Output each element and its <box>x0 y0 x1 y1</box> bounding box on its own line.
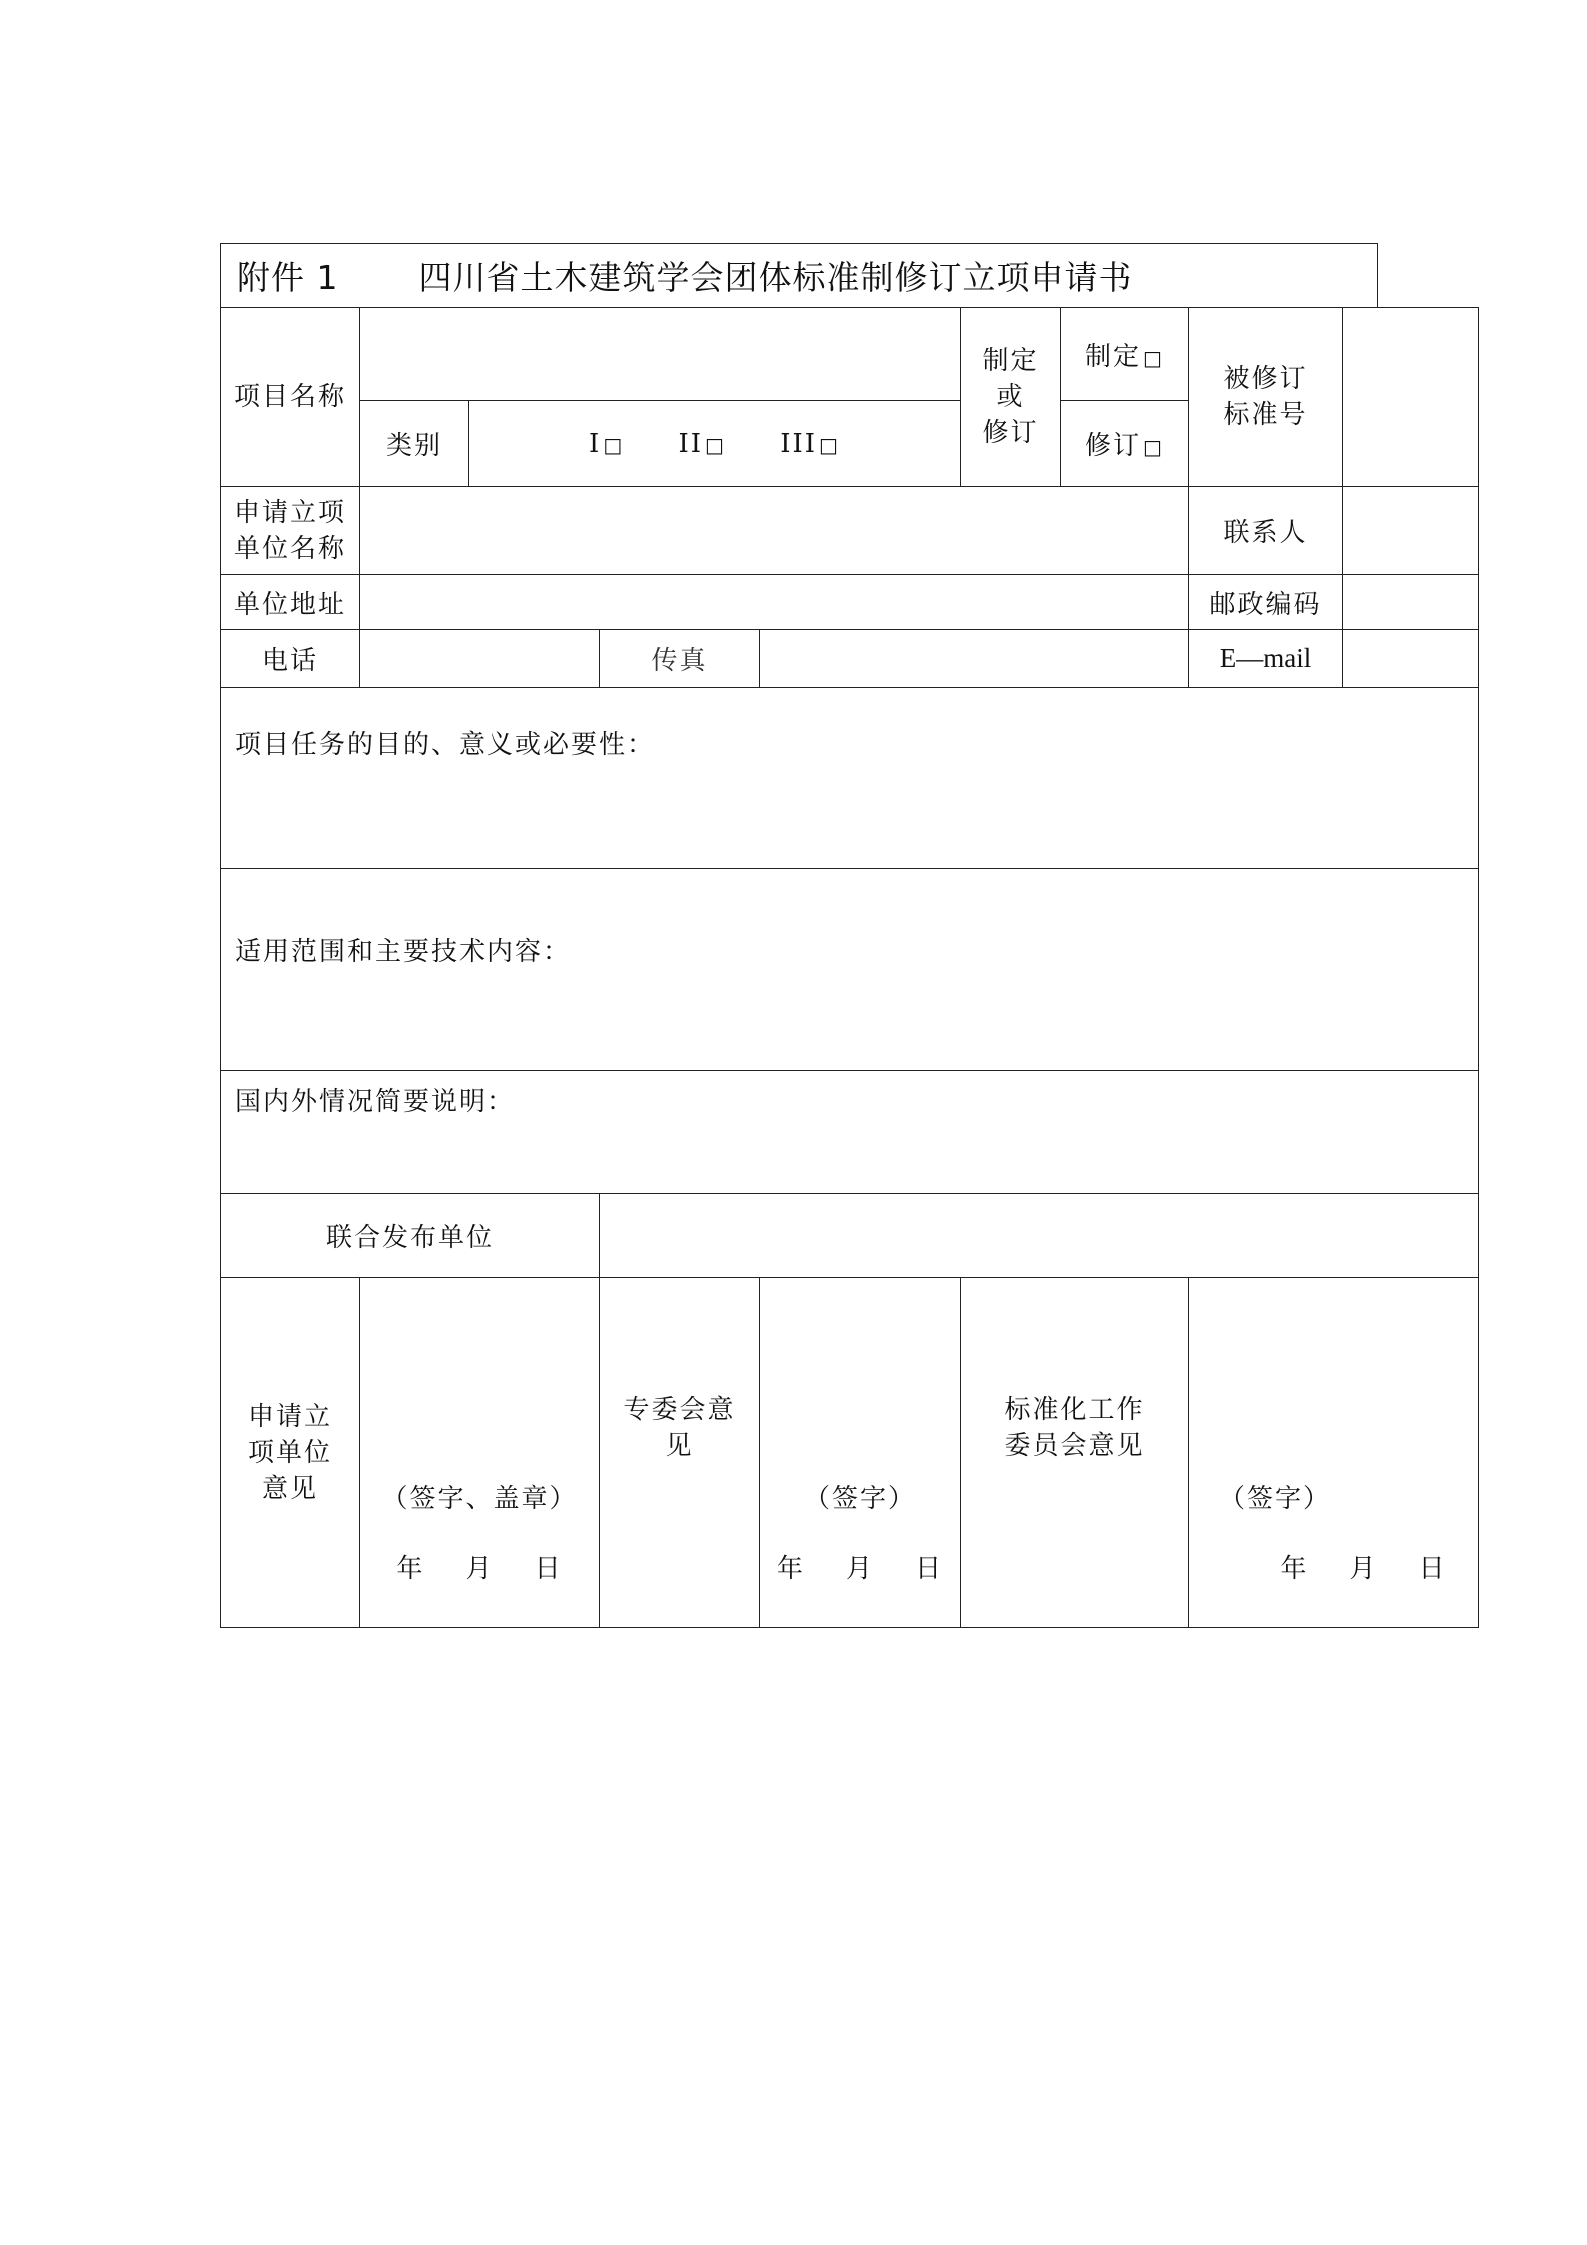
std-committee-opinion-field[interactable] <box>1189 1278 1479 1628</box>
committee-date: 年 月 日 <box>776 1554 944 1584</box>
purpose-label: 项目任务的目的、意义或必要性： <box>235 730 656 760</box>
committee-sign-note: （签字） <box>803 1484 916 1514</box>
revise-option[interactable]: 修订 □ <box>1061 401 1189 487</box>
attachment-label: 附件 1 <box>237 258 339 297</box>
applicant-opinion-field[interactable] <box>360 1278 600 1628</box>
std-sign-note: （签字） <box>1219 1484 1332 1514</box>
fax-label: 传真 <box>600 630 760 688</box>
joint-publisher-label: 联合发布单位 <box>221 1194 600 1278</box>
project-name-field[interactable] <box>360 308 961 401</box>
revised-standard-label: 被修订 标准号 <box>1189 308 1343 487</box>
overview-section[interactable] <box>221 1071 1479 1194</box>
phone-field[interactable] <box>360 630 600 688</box>
committee-opinion-label: 专委会意 见 <box>600 1278 760 1628</box>
establish-checkbox[interactable]: □ <box>1143 345 1164 370</box>
revised-standard-field[interactable] <box>1343 308 1479 487</box>
type-label: 制定 或 修订 <box>961 308 1061 487</box>
std-committee-opinion-label: 标准化工作 委员会意见 <box>961 1278 1189 1628</box>
address-field[interactable] <box>360 575 1189 630</box>
establish-option[interactable]: 制定 □ <box>1061 308 1189 401</box>
form-table <box>220 307 1479 1628</box>
revise-checkbox[interactable]: □ <box>1143 435 1164 459</box>
email-field[interactable] <box>1343 630 1479 688</box>
applicant-opinion-label: 申请立 项单位 意见 <box>221 1278 360 1628</box>
scope-section[interactable] <box>221 869 1479 1071</box>
phone-label: 电话 <box>221 630 360 688</box>
postcode-field[interactable] <box>1343 575 1479 630</box>
category-option-3[interactable]: III □ <box>780 428 840 459</box>
category-option-1[interactable]: I □ <box>589 428 625 459</box>
postcode-label: 邮政编码 <box>1189 575 1343 630</box>
form-title-bar <box>220 243 1378 307</box>
application-form <box>220 243 1447 1628</box>
fax-field[interactable] <box>760 630 1189 688</box>
applicant-sign-note: （签字、盖章） <box>381 1484 578 1514</box>
purpose-section[interactable] <box>221 688 1479 869</box>
std-date: 年 月 日 <box>1280 1554 1447 1584</box>
category-options <box>469 401 961 487</box>
address-label: 单位地址 <box>221 575 360 630</box>
project-name-label: 项目名称 <box>221 308 360 487</box>
applicant-unit-field[interactable] <box>360 487 1189 575</box>
joint-publisher-field[interactable] <box>600 1194 1479 1278</box>
form-title: 四川省土木建筑学会团体标准制修订立项申请书 <box>418 258 1133 297</box>
contact-field[interactable] <box>1343 487 1479 575</box>
category-label: 类别 <box>360 401 469 487</box>
applicant-date: 年 月 日 <box>396 1554 563 1584</box>
email-label: E—mail <box>1189 630 1343 688</box>
overview-label: 国内外情况简要说明： <box>235 1087 516 1117</box>
committee-opinion-field[interactable] <box>760 1278 961 1628</box>
contact-label: 联系人 <box>1189 487 1343 575</box>
category-option-2[interactable]: II □ <box>678 428 726 459</box>
applicant-unit-label: 申请立项 单位名称 <box>221 487 360 575</box>
scope-label: 适用范围和主要技术内容： <box>235 937 572 967</box>
